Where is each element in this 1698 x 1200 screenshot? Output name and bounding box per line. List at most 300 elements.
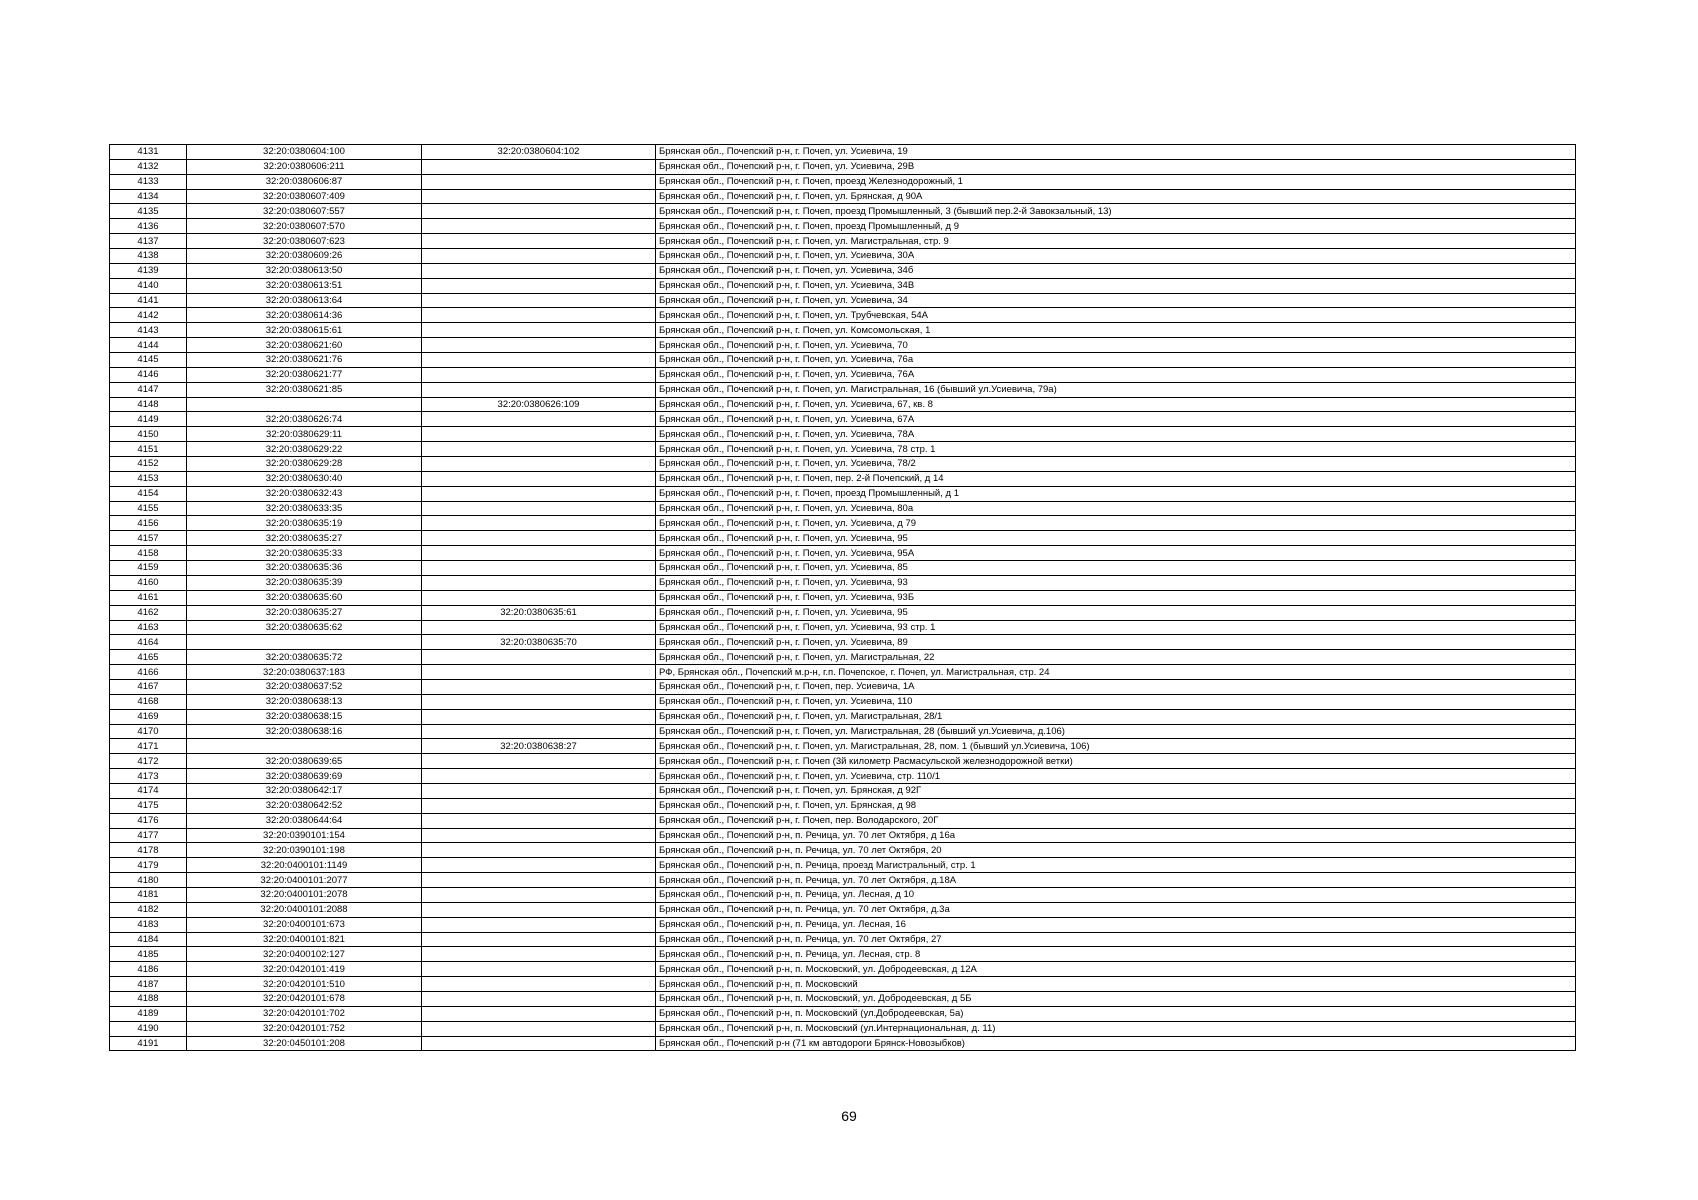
address-cell: Брянская обл., Почепский р-н, г. Почеп (3й километр Расмасульской железнодорожной ветки) — [656, 754, 1576, 769]
cadastral-number-secondary-cell — [422, 471, 656, 486]
address-cell: Брянская обл., Почепский р-н, г. Почеп, ул. Комсомольская, 1 — [656, 323, 1576, 338]
row-number-cell: 4178 — [110, 843, 187, 858]
cadastral-number-secondary-cell — [422, 353, 656, 368]
address-cell: Брянская обл., Почепский р-н, п. Речица, ул. 70 лет Октября, д 16а — [656, 828, 1576, 843]
table-row — [110, 947, 1576, 962]
cadastral-number-cell: 32:20:0380630:40 — [187, 471, 422, 486]
cadastral-number-secondary-cell: 32:20:0380635:70 — [422, 635, 656, 650]
cadastral-number-secondary-cell — [422, 486, 656, 501]
cadastral-number-cell: 32:20:0380642:52 — [187, 798, 422, 813]
address-cell: Брянская обл., Почепский р-н, г. Почеп, ул. Магистральная, 16 (бывший ул.Усиевича, 79а) — [656, 382, 1576, 397]
row-number-cell: 4155 — [110, 501, 187, 516]
cadastral-number-cell: 32:20:0380621:76 — [187, 353, 422, 368]
cadastral-number-secondary-cell — [422, 308, 656, 323]
table-row — [110, 145, 1576, 160]
cadastral-number-secondary-cell — [422, 590, 656, 605]
table-row — [110, 991, 1576, 1006]
cadastral-number-cell: 32:20:0420101:419 — [187, 962, 422, 977]
cadastral-number-secondary-cell — [422, 427, 656, 442]
table-row — [110, 338, 1576, 353]
address-cell: Брянская обл., Почепский р-н, п. Речица, ул. 70 лет Октября, 20 — [656, 843, 1576, 858]
address-cell: РФ, Брянская обл., Почепский м.р-н, г.п. Почепское, г. Почеп, ул. Магистральная, стр. 24 — [656, 665, 1576, 680]
cadastral-number-secondary-cell — [422, 650, 656, 665]
cadastral-number-cell: 32:20:0380638:15 — [187, 709, 422, 724]
table-row — [110, 783, 1576, 798]
cadastral-number-secondary-cell — [422, 858, 656, 873]
address-cell: Брянская обл., Почепский р-н, г. Почеп, пер. 2-й Почепский, д 14 — [656, 471, 1576, 486]
cadastral-number-cell: 32:20:0380639:69 — [187, 769, 422, 784]
cadastral-number-cell: 32:20:0380632:43 — [187, 486, 422, 501]
table-row — [110, 427, 1576, 442]
cadastral-number-secondary-cell — [422, 873, 656, 888]
row-number-cell: 4171 — [110, 739, 187, 754]
row-number-cell: 4170 — [110, 724, 187, 739]
row-number-cell: 4141 — [110, 293, 187, 308]
cadastral-number-secondary-cell — [422, 457, 656, 472]
table-row — [110, 665, 1576, 680]
cadastral-number-secondary-cell — [422, 977, 656, 992]
row-number-cell: 4135 — [110, 204, 187, 219]
table-row — [110, 962, 1576, 977]
address-cell: Брянская обл., Почепский р-н, г. Почеп, ул. Усиевича, 93 — [656, 575, 1576, 590]
table-row — [110, 516, 1576, 531]
cadastral-number-cell: 32:20:0380639:65 — [187, 754, 422, 769]
row-number-cell: 4157 — [110, 531, 187, 546]
address-cell: Брянская обл., Почепский р-н, г. Почеп, проезд Промышленный, 3 (бывший пер.2-й Завокзальный, 13) — [656, 204, 1576, 219]
cadastral-number-cell: 32:20:0380606:87 — [187, 174, 422, 189]
address-cell: Брянская обл., Почепский р-н, п. Московский (ул.Интернациональная, д. 11) — [656, 1021, 1576, 1036]
row-number-cell: 4180 — [110, 873, 187, 888]
cadastral-number-cell: 32:20:0390101:154 — [187, 828, 422, 843]
address-cell: Брянская обл., Почепский р-н, г. Почеп, ул. Магистральная, 28 (бывший ул.Усиевича, д.106) — [656, 724, 1576, 739]
cadastral-number-cell: 32:20:0380621:60 — [187, 338, 422, 353]
table-row — [110, 694, 1576, 709]
row-number-cell: 4167 — [110, 679, 187, 694]
address-cell: Брянская обл., Почепский р-н, г. Почеп, проезд Промышленный, д 1 — [656, 486, 1576, 501]
cadastral-number-cell: 32:20:0420101:510 — [187, 977, 422, 992]
row-number-cell: 4152 — [110, 457, 187, 472]
row-number-cell: 4161 — [110, 590, 187, 605]
row-number-cell: 4140 — [110, 278, 187, 293]
address-cell: Брянская обл., Почепский р-н, г. Почеп, ул. Брянская, д 98 — [656, 798, 1576, 813]
table-row — [110, 679, 1576, 694]
table-row — [110, 977, 1576, 992]
address-cell: Брянская обл., Почепский р-н, г. Почеп, ул. Усиевича, 67А — [656, 412, 1576, 427]
table-row — [110, 605, 1576, 620]
address-cell: Брянская обл., Почепский р-н, г. Почеп, ул. Усиевича, 78/2 — [656, 457, 1576, 472]
table-row — [110, 843, 1576, 858]
address-cell: Брянская обл., Почепский р-н, п. Речица, проезд Магистральный, стр. 1 — [656, 858, 1576, 873]
cadastral-number-cell — [187, 635, 422, 650]
cadastral-number-cell: 32:20:0420101:678 — [187, 991, 422, 1006]
row-number-cell: 4136 — [110, 219, 187, 234]
address-cell: Брянская обл., Почепский р-н, г. Почеп, ул. Магистральная, стр. 9 — [656, 234, 1576, 249]
address-cell: Брянская обл., Почепский р-н, г. Почеп, ул. Усиевича, 95А — [656, 546, 1576, 561]
address-cell: Брянская обл., Почепский р-н, г. Почеп, ул. Брянская, д 90А — [656, 189, 1576, 204]
address-cell: Брянская обл., Почепский р-н, п. Московский — [656, 977, 1576, 992]
address-cell: Брянская обл., Почепский р-н, г. Почеп, ул. Брянская, д 92Г — [656, 783, 1576, 798]
cadastral-number-secondary-cell — [422, 219, 656, 234]
cadastral-number-cell: 32:20:0380613:64 — [187, 293, 422, 308]
address-cell: Брянская обл., Почепский р-н, г. Почеп, ул. Усиевича, 80а — [656, 501, 1576, 516]
table-row — [110, 1006, 1576, 1021]
address-cell: Брянская обл., Почепский р-н, г. Почеп, ул. Усиевича, 110 — [656, 694, 1576, 709]
address-cell: Брянская обл., Почепский р-н, г. Почеп, пер. Володарского, 20Г — [656, 813, 1576, 828]
cadastral-number-secondary-cell — [422, 516, 656, 531]
row-number-cell: 4177 — [110, 828, 187, 843]
property-table — [109, 144, 1576, 1051]
row-number-cell: 4162 — [110, 605, 187, 620]
address-cell: Брянская обл., Почепский р-н, г. Почеп, ул. Усиевича, д 79 — [656, 516, 1576, 531]
cadastral-number-secondary-cell — [422, 754, 656, 769]
table-row — [110, 769, 1576, 784]
table-row — [110, 1021, 1576, 1036]
cadastral-number-cell: 32:20:0380635:33 — [187, 546, 422, 561]
row-number-cell: 4148 — [110, 397, 187, 412]
cadastral-number-cell: 32:20:0380635:27 — [187, 531, 422, 546]
cadastral-number-cell: 32:20:0380613:50 — [187, 263, 422, 278]
cadastral-number-secondary-cell: 32:20:0380638:27 — [422, 739, 656, 754]
row-number-cell: 4153 — [110, 471, 187, 486]
cadastral-number-cell: 32:20:0420101:752 — [187, 1021, 422, 1036]
table-row — [110, 382, 1576, 397]
row-number-cell: 4146 — [110, 367, 187, 382]
address-cell: Брянская обл., Почепский р-н, г. Почеп, ул. Усиевича, 76А — [656, 367, 1576, 382]
address-cell: Брянская обл., Почепский р-н, г. Почеп, ул. Усиевича, 76а — [656, 353, 1576, 368]
cadastral-number-cell: 32:20:0380606:211 — [187, 159, 422, 174]
address-cell: Брянская обл., Почепский р-н, г. Почеп, ул. Магистральная, 22 — [656, 650, 1576, 665]
cadastral-number-cell: 32:20:0380635:60 — [187, 590, 422, 605]
address-cell: Брянская обл., Почепский р-н, г. Почеп, ул. Магистральная, 28, пом. 1 (бывший ул.Усиевича, 106) — [656, 739, 1576, 754]
cadastral-number-secondary-cell — [422, 159, 656, 174]
cadastral-number-secondary-cell — [422, 769, 656, 784]
table-row — [110, 397, 1576, 412]
row-number-cell: 4189 — [110, 1006, 187, 1021]
cadastral-number-secondary-cell — [422, 1006, 656, 1021]
address-cell: Брянская обл., Почепский р-н, г. Почеп, проезд Железнодорожный, 1 — [656, 174, 1576, 189]
address-cell: Брянская обл., Почепский р-н (71 км автодороги Брянск-Новозыбков) — [656, 1036, 1576, 1051]
cadastral-number-secondary-cell — [422, 620, 656, 635]
table-row — [110, 813, 1576, 828]
table-row — [110, 278, 1576, 293]
cadastral-number-secondary-cell — [422, 902, 656, 917]
row-number-cell: 4149 — [110, 412, 187, 427]
cadastral-number-cell: 32:20:0380635:62 — [187, 620, 422, 635]
cadastral-number-secondary-cell — [422, 204, 656, 219]
cadastral-number-cell: 32:20:0380642:17 — [187, 783, 422, 798]
address-cell: Брянская обл., Почепский р-н, г. Почеп, ул. Усиевича, 85 — [656, 561, 1576, 576]
cadastral-number-secondary-cell — [422, 694, 656, 709]
address-cell: Брянская обл., Почепский р-н, г. Почеп, ул. Усиевича, 78А — [656, 427, 1576, 442]
cadastral-number-cell: 32:20:0380615:61 — [187, 323, 422, 338]
cadastral-number-secondary-cell — [422, 798, 656, 813]
address-cell: Брянская обл., Почепский р-н, п. Речица, ул. 70 лет Октября, 27 — [656, 932, 1576, 947]
address-cell: Брянская обл., Почепский р-н, п. Речица, ул. Лесная, стр. 8 — [656, 947, 1576, 962]
row-number-cell: 4142 — [110, 308, 187, 323]
address-cell: Брянская обл., Почепский р-н, г. Почеп, ул. Усиевича, 93 стр. 1 — [656, 620, 1576, 635]
cadastral-number-secondary-cell — [422, 249, 656, 264]
cadastral-number-cell: 32:20:0380604:100 — [187, 145, 422, 160]
row-number-cell: 4137 — [110, 234, 187, 249]
cadastral-number-secondary-cell — [422, 189, 656, 204]
cadastral-number-secondary-cell — [422, 382, 656, 397]
row-number-cell: 4190 — [110, 1021, 187, 1036]
address-cell: Брянская обл., Почепский р-н, г. Почеп, ул. Усиевича, 34б — [656, 263, 1576, 278]
cadastral-number-secondary-cell — [422, 412, 656, 427]
cadastral-number-secondary-cell — [422, 813, 656, 828]
table-row — [110, 263, 1576, 278]
cadastral-number-cell: 32:20:0380635:19 — [187, 516, 422, 531]
row-number-cell: 4151 — [110, 442, 187, 457]
row-number-cell: 4173 — [110, 769, 187, 784]
table-row — [110, 1036, 1576, 1051]
cadastral-number-secondary-cell — [422, 278, 656, 293]
address-cell: Брянская обл., Почепский р-н, г. Почеп, ул. Усиевича, 70 — [656, 338, 1576, 353]
cadastral-number-secondary-cell — [422, 531, 656, 546]
row-number-cell: 4182 — [110, 902, 187, 917]
address-cell: Брянская обл., Почепский р-н, г. Почеп, ул. Магистральная, 28/1 — [656, 709, 1576, 724]
cadastral-number-secondary-cell — [422, 991, 656, 1006]
row-number-cell: 4134 — [110, 189, 187, 204]
row-number-cell: 4181 — [110, 887, 187, 902]
cadastral-number-secondary-cell: 32:20:0380626:109 — [422, 397, 656, 412]
address-cell: Брянская обл., Почепский р-н, г. Почеп, ул. Усиевича, 30А — [656, 249, 1576, 264]
table-row — [110, 887, 1576, 902]
table-row — [110, 546, 1576, 561]
cadastral-number-secondary-cell — [422, 263, 656, 278]
table-body — [110, 145, 1576, 1051]
row-number-cell: 4168 — [110, 694, 187, 709]
cadastral-number-secondary-cell — [422, 665, 656, 680]
table-row — [110, 754, 1576, 769]
cadastral-number-secondary-cell — [422, 174, 656, 189]
cadastral-number-secondary-cell — [422, 561, 656, 576]
cadastral-number-cell: 32:20:0380637:183 — [187, 665, 422, 680]
cadastral-number-secondary-cell — [422, 887, 656, 902]
table-row — [110, 486, 1576, 501]
cadastral-number-cell: 32:20:0400101:1149 — [187, 858, 422, 873]
table-row — [110, 635, 1576, 650]
table-row — [110, 798, 1576, 813]
table-row — [110, 189, 1576, 204]
row-number-cell: 4159 — [110, 561, 187, 576]
row-number-cell: 4144 — [110, 338, 187, 353]
cadastral-number-secondary-cell: 32:20:0380604:102 — [422, 145, 656, 160]
address-cell: Брянская обл., Почепский р-н, п. Речица, ул. 70 лет Октября, д.18А — [656, 873, 1576, 888]
address-cell: Брянская обл., Почепский р-н, г. Почеп, ул. Усиевича, 89 — [656, 635, 1576, 650]
cadastral-number-secondary-cell — [422, 442, 656, 457]
address-cell: Брянская обл., Почепский р-н, г. Почеп, ул. Усиевича, 78 стр. 1 — [656, 442, 1576, 457]
cadastral-number-secondary-cell — [422, 783, 656, 798]
row-number-cell: 4139 — [110, 263, 187, 278]
table-row — [110, 531, 1576, 546]
cadastral-number-secondary-cell — [422, 575, 656, 590]
table-row — [110, 739, 1576, 754]
table-row — [110, 308, 1576, 323]
address-cell: Брянская обл., Почепский р-н, п. Московский, ул. Добродеевская, д 12А — [656, 962, 1576, 977]
cadastral-number-cell: 32:20:0380607:409 — [187, 189, 422, 204]
address-cell: Брянская обл., Почепский р-н, г. Почеп, ул. Усиевича, 95 — [656, 531, 1576, 546]
cadastral-number-cell: 32:20:0400101:2088 — [187, 902, 422, 917]
row-number-cell: 4187 — [110, 977, 187, 992]
row-number-cell: 4184 — [110, 932, 187, 947]
cadastral-number-cell: 32:20:0380607:557 — [187, 204, 422, 219]
address-cell: Брянская обл., Почепский р-н, г. Почеп, проезд Промышленный, д 9 — [656, 219, 1576, 234]
cadastral-number-cell: 32:20:0400101:2077 — [187, 873, 422, 888]
table-row — [110, 917, 1576, 932]
table-row — [110, 174, 1576, 189]
table-row — [110, 620, 1576, 635]
table-row — [110, 828, 1576, 843]
table-row — [110, 234, 1576, 249]
table-row — [110, 590, 1576, 605]
cadastral-number-cell: 32:20:0380607:570 — [187, 219, 422, 234]
cadastral-number-secondary-cell — [422, 962, 656, 977]
row-number-cell: 4166 — [110, 665, 187, 680]
address-cell: Брянская обл., Почепский р-н, г. Почеп, ул. Усиевича, 19 — [656, 145, 1576, 160]
cadastral-number-cell: 32:20:0380629:22 — [187, 442, 422, 457]
cadastral-number-cell: 32:20:0400102:127 — [187, 947, 422, 962]
row-number-cell: 4164 — [110, 635, 187, 650]
cadastral-number-cell: 32:20:0380629:28 — [187, 457, 422, 472]
cadastral-number-cell: 32:20:0380613:51 — [187, 278, 422, 293]
row-number-cell: 4191 — [110, 1036, 187, 1051]
row-number-cell: 4165 — [110, 650, 187, 665]
table-row — [110, 219, 1576, 234]
table-row — [110, 724, 1576, 739]
cadastral-number-cell: 32:20:0380635:72 — [187, 650, 422, 665]
table-row — [110, 501, 1576, 516]
cadastral-number-cell: 32:20:0380635:39 — [187, 575, 422, 590]
cadastral-number-secondary-cell — [422, 709, 656, 724]
address-cell: Брянская обл., Почепский р-н, г. Почеп, ул. Усиевича, 93Б — [656, 590, 1576, 605]
row-number-cell: 4185 — [110, 947, 187, 962]
cadastral-number-cell: 32:20:0420101:702 — [187, 1006, 422, 1021]
address-cell: Брянская обл., Почепский р-н, п. Речица, ул. 70 лет Октября, д.3а — [656, 902, 1576, 917]
row-number-cell: 4145 — [110, 353, 187, 368]
row-number-cell: 4163 — [110, 620, 187, 635]
address-cell: Брянская обл., Почепский р-н, п. Речица, ул. Лесная, д 10 — [656, 887, 1576, 902]
cadastral-number-secondary-cell — [422, 323, 656, 338]
row-number-cell: 4147 — [110, 382, 187, 397]
row-number-cell: 4132 — [110, 159, 187, 174]
address-cell: Брянская обл., Почепский р-н, г. Почеп, ул. Усиевича, 95 — [656, 605, 1576, 620]
table-row — [110, 412, 1576, 427]
row-number-cell: 4150 — [110, 427, 187, 442]
cadastral-number-cell: 32:20:0380644:64 — [187, 813, 422, 828]
row-number-cell: 4131 — [110, 145, 187, 160]
cadastral-number-cell: 32:20:0380614:36 — [187, 308, 422, 323]
cadastral-number-cell: 32:20:0380626:74 — [187, 412, 422, 427]
cadastral-number-cell: 32:20:0400101:2078 — [187, 887, 422, 902]
table-row — [110, 873, 1576, 888]
table-row — [110, 249, 1576, 264]
cadastral-number-secondary-cell: 32:20:0380635:61 — [422, 605, 656, 620]
row-number-cell: 4188 — [110, 991, 187, 1006]
row-number-cell: 4160 — [110, 575, 187, 590]
cadastral-number-cell — [187, 739, 422, 754]
cadastral-number-secondary-cell — [422, 932, 656, 947]
address-cell: Брянская обл., Почепский р-н, г. Почеп, ул. Усиевича, 67, кв. 8 — [656, 397, 1576, 412]
table-row — [110, 442, 1576, 457]
cadastral-number-secondary-cell — [422, 917, 656, 932]
address-cell: Брянская обл., Почепский р-н, г. Почеп, ул. Усиевича, 34 — [656, 293, 1576, 308]
cadastral-number-cell: 32:20:0400101:673 — [187, 917, 422, 932]
row-number-cell: 4186 — [110, 962, 187, 977]
address-cell: Брянская обл., Почепский р-н, п. Московский (ул.Добродеевская, 5а) — [656, 1006, 1576, 1021]
row-number-cell: 4138 — [110, 249, 187, 264]
cadastral-number-cell: 32:20:0380638:16 — [187, 724, 422, 739]
row-number-cell: 4154 — [110, 486, 187, 501]
cadastral-number-secondary-cell — [422, 546, 656, 561]
page-number: 69 — [841, 1108, 857, 1124]
table-row — [110, 709, 1576, 724]
table-row — [110, 353, 1576, 368]
row-number-cell: 4133 — [110, 174, 187, 189]
cadastral-number-secondary-cell — [422, 947, 656, 962]
cadastral-number-secondary-cell — [422, 828, 656, 843]
table-row — [110, 457, 1576, 472]
table-row — [110, 367, 1576, 382]
cadastral-number-cell: 32:20:0380635:36 — [187, 561, 422, 576]
row-number-cell: 4176 — [110, 813, 187, 828]
table-row — [110, 471, 1576, 486]
address-cell: Брянская обл., Почепский р-н, г. Почеп, пер. Усиевича, 1А — [656, 679, 1576, 694]
table-row — [110, 575, 1576, 590]
cadastral-number-secondary-cell — [422, 1036, 656, 1051]
table-row — [110, 650, 1576, 665]
cadastral-number-cell: 32:20:0380609:26 — [187, 249, 422, 264]
row-number-cell: 4169 — [110, 709, 187, 724]
address-cell: Брянская обл., Почепский р-н, г. Почеп, ул. Трубчевская, 54А — [656, 308, 1576, 323]
table-row — [110, 561, 1576, 576]
cadastral-number-secondary-cell — [422, 501, 656, 516]
row-number-cell: 4179 — [110, 858, 187, 873]
row-number-cell: 4183 — [110, 917, 187, 932]
table-row — [110, 902, 1576, 917]
cadastral-number-secondary-cell — [422, 367, 656, 382]
cadastral-number-secondary-cell — [422, 843, 656, 858]
row-number-cell: 4175 — [110, 798, 187, 813]
cadastral-number-secondary-cell — [422, 1021, 656, 1036]
table-row — [110, 858, 1576, 873]
cadastral-number-cell: 32:20:0380637:52 — [187, 679, 422, 694]
table-row — [110, 932, 1576, 947]
table-row — [110, 293, 1576, 308]
cadastral-number-cell: 32:20:0380629:11 — [187, 427, 422, 442]
cadastral-number-secondary-cell — [422, 338, 656, 353]
cadastral-number-cell: 32:20:0380607:623 — [187, 234, 422, 249]
row-number-cell: 4156 — [110, 516, 187, 531]
cadastral-number-secondary-cell — [422, 234, 656, 249]
row-number-cell: 4172 — [110, 754, 187, 769]
cadastral-number-cell: 32:20:0400101:821 — [187, 932, 422, 947]
table-row — [110, 204, 1576, 219]
address-cell: Брянская обл., Почепский р-н, г. Почеп, ул. Усиевича, 29В — [656, 159, 1576, 174]
cadastral-number-secondary-cell — [422, 679, 656, 694]
cadastral-number-cell — [187, 397, 422, 412]
address-cell: Брянская обл., Почепский р-н, п. Речица, ул. Лесная, 16 — [656, 917, 1576, 932]
cadastral-number-cell: 32:20:0380621:77 — [187, 367, 422, 382]
address-cell: Брянская обл., Почепский р-н, г. Почеп, ул. Усиевича, 34В — [656, 278, 1576, 293]
table-row — [110, 323, 1576, 338]
table-row — [110, 159, 1576, 174]
cadastral-number-secondary-cell — [422, 724, 656, 739]
address-cell: Брянская обл., Почепский р-н, г. Почеп, ул. Усиевича, стр. 110/1 — [656, 769, 1576, 784]
cadastral-number-cell: 32:20:0380638:13 — [187, 694, 422, 709]
address-cell: Брянская обл., Почепский р-н, п. Московский, ул. Добродеевская, д 5Б — [656, 991, 1576, 1006]
cadastral-number-cell: 32:20:0450101:208 — [187, 1036, 422, 1051]
